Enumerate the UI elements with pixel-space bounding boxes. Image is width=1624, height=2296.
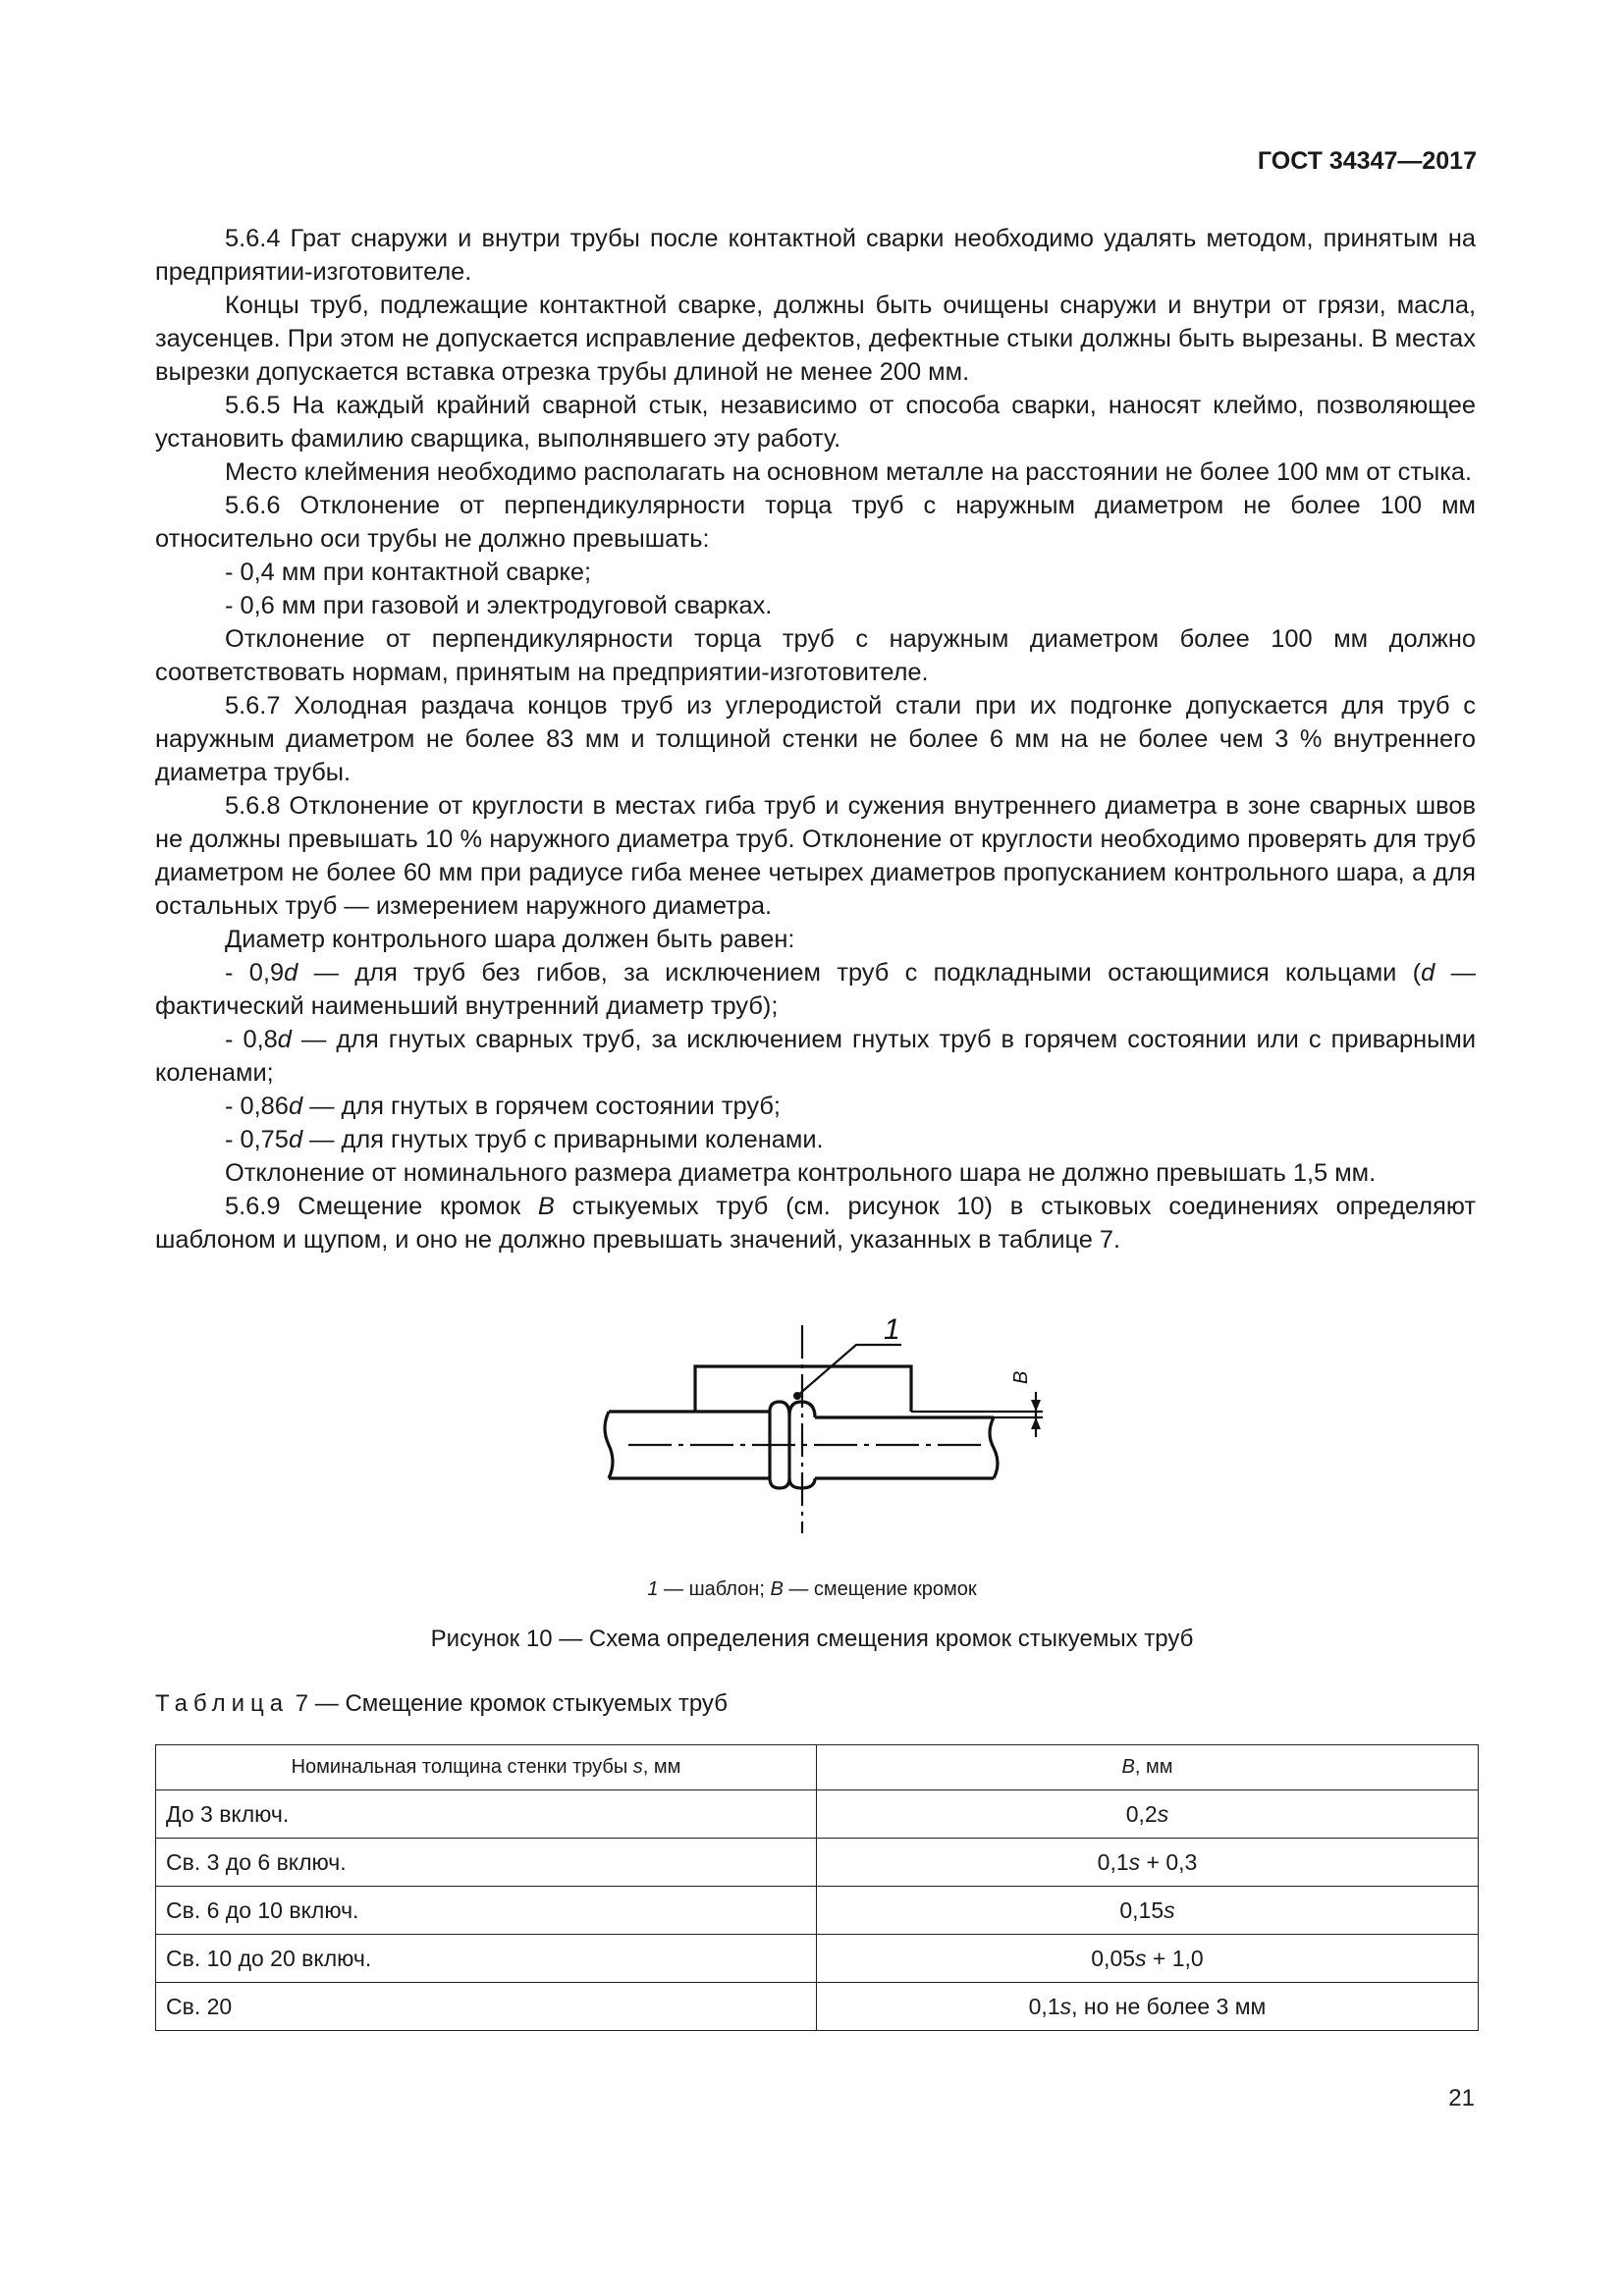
paragraph: Концы труб, подлежащие контактной сварке, должны быть очищены снаружи и внутри от грязи, масла, заусенцев. При этом не допускается исправление дефектов, дефектные стыки должны быть вырезаны. В местах вырезки допускается вставка отрезка трубы длиной не менее 200 мм.: [155, 292, 1476, 386]
body-text: [155, 222, 1476, 1256]
paragraph: Место клеймения необходимо располагать на основном металле на расстоянии не более 100 мм от стыка.: [225, 458, 1473, 486]
paragraph: Отклонение от номинального размера диаметра контрольного шара не должно превышать 1,5 мм.: [225, 1159, 1377, 1187]
cell-range: Св. 10 до 20 включ.: [156, 1935, 817, 1983]
paragraph: 5.6.7 Холодная раздача концов труб из углеродистой стали при их подгонке допускается для труб с наружным диаметром не более 83 мм и толщиной стенки не более 6 мм на не более чем 3 % внутреннего диаметра трубы.: [155, 692, 1476, 786]
cell-offset: 0,05s + 1,0: [817, 1935, 1479, 1983]
table-row: [156, 1790, 1479, 1839]
cell-range: До 3 включ.: [156, 1790, 817, 1839]
break-right: [990, 1417, 998, 1478]
list-item: - 0,9d — для труб без гибов, за исключением труб с подкладными остающимися кольцами (d — фактический наименьший внутренний диаметр труб);: [155, 959, 1476, 1020]
figure-pipe-edge-offset: [589, 1306, 1080, 1571]
list-item: - 0,75d — для гнутых труб с приварными коленами.: [225, 1126, 824, 1153]
cell-offset: 0,15s: [817, 1887, 1479, 1935]
cell-offset: 0,1s + 0,3: [817, 1839, 1479, 1887]
break-left: [605, 1412, 613, 1478]
column-header-offset: B, мм: [817, 1745, 1479, 1790]
cell-range: Св. 6 до 10 включ.: [156, 1887, 817, 1935]
leader-line: [797, 1345, 901, 1396]
paragraph: 5.6.9 Смещение кромок B стыкуемых труб (см. рисунок 10) в стыковых соединениях определяют шаблоном и щупом, и оно не должно превышать значений, указанных в таблице 7.: [155, 1193, 1476, 1254]
table-header-row: [156, 1745, 1479, 1790]
table-row: [156, 1983, 1479, 2031]
list-item: - 0,8d — для гнутых сварных труб, за исключением гнутых труб в горячем состоянии или с приварными коленами;: [155, 1026, 1477, 1087]
cell-offset: 0,1s, но не более 3 мм: [817, 1983, 1479, 2031]
list-item: - 0,4 мм при контактной сварке;: [225, 559, 592, 586]
figure-caption: Рисунок 10 — Схема определения смещения кромок стыкуемых труб: [430, 1626, 1194, 1652]
paragraph: Диаметр контрольного шара должен быть равен:: [225, 926, 795, 953]
table-row: [156, 1935, 1479, 1983]
paragraph: 5.6.6 Отклонение от перпендикулярности торца труб с наружным диаметром не более 100 мм относительно оси трубы не должно превышать:: [155, 492, 1476, 553]
cell-offset: 0,2s: [817, 1790, 1479, 1839]
dimension-label: B: [1010, 1370, 1032, 1384]
callout-dot: [793, 1392, 801, 1400]
offset-table: [155, 1744, 1479, 2031]
paragraph: Отклонение от перпендикулярности торца труб с наружным диаметром более 100 мм должно соответствовать нормам, принятым на предприятии-изготовителе.: [155, 625, 1476, 686]
paragraph: 5.6.5 На каждый крайний сварной стык, независимо от способа сварки, наносят клеймо, позволяющее установить фамилию сварщика, выполнявшего эту работу.: [155, 392, 1476, 453]
column-header-thickness: Номинальная толщина стенки трубы s, мм: [156, 1745, 817, 1790]
table-title: Таблица 7 — Смещение кромок стыкуемых труб: [155, 1690, 728, 1717]
cell-range: Св. 20: [156, 1983, 817, 2031]
cell-range: Св. 3 до 6 включ.: [156, 1839, 817, 1887]
callout-number: 1: [884, 1313, 900, 1346]
table-row: [156, 1887, 1479, 1935]
paragraph: 5.6.4 Грат снаружи и внутри трубы после контактной сварки необходимо удалять методом, принятым на предприятии-изготовителе.: [155, 225, 1476, 286]
document-header: ГОСТ 34347—2017: [1257, 147, 1477, 175]
paragraph: 5.6.8 Отклонение от круглости в местах гиба труб и сужения внутреннего диаметра в зоне сварных швов не должны превышать 10 % наружного диаметра труб. Отклонение от круглости необходимо проверять для труб диаметром не более 60 мм при радиусе гиба менее четырех диаметров пропусканием контрольного шара, а для остальных труб — измерением наружного диаметра.: [155, 792, 1476, 920]
list-item: - 0,6 мм при газовой и электродуговой сварках.: [225, 592, 773, 619]
table-row: [156, 1839, 1479, 1887]
list-item: - 0,86d — для гнутых в горячем состоянии труб;: [225, 1093, 781, 1120]
figure-legend: 1 — шаблон; B — смещение кромок: [647, 1578, 977, 1600]
page-number: 21: [1448, 2085, 1475, 2111]
